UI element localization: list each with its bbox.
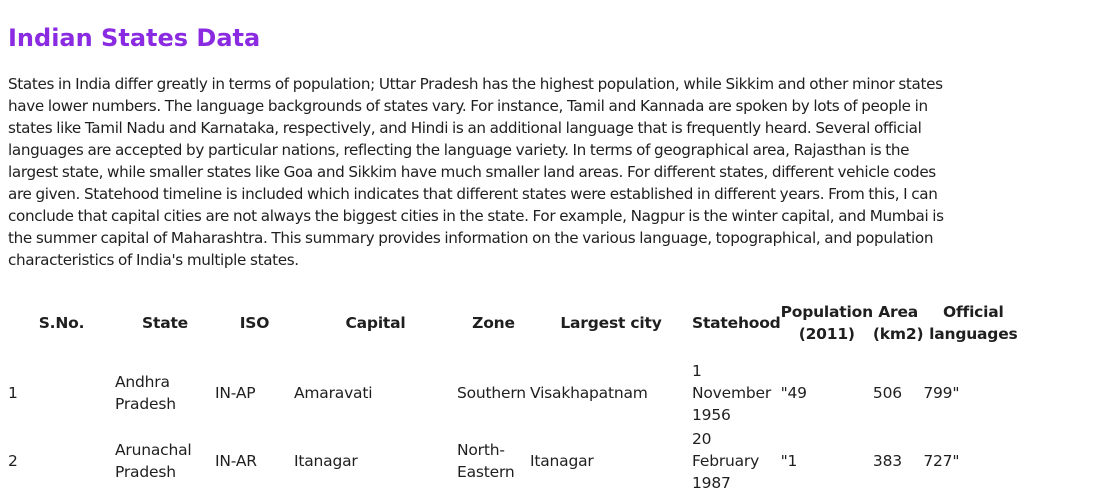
cell-sno: 1 — [8, 384, 18, 402]
cell-capital: Amaravati — [294, 384, 373, 402]
cell-official-languages: 727" — [923, 452, 960, 470]
table-header-row — [8, 300, 1023, 346]
cell-state: Arunachal Pradesh — [115, 441, 192, 481]
header-zone: Zone — [472, 314, 515, 332]
cell-capital: Itanagar — [294, 452, 358, 470]
cell-iso: IN-AR — [215, 452, 257, 470]
header-area: Area (km2) — [872, 303, 924, 343]
table-row — [8, 346, 1023, 428]
cell-state: Andhra Pradesh — [115, 373, 176, 413]
page-title: Indian States Data — [8, 24, 261, 52]
header-population: Population (2011) — [780, 303, 873, 343]
cell-statehood: 1 November 1956 — [692, 362, 772, 424]
cell-largest-city: Visakhapatnam — [530, 384, 648, 402]
cell-zone: North-Eastern — [457, 441, 515, 481]
cell-area: 383 — [872, 452, 902, 470]
header-state: State — [142, 314, 188, 332]
summary-paragraph: States in India differ greatly in terms of population; Uttar Pradesh has the highest population, while Sikkim and other minor states have lower numbers. The language backgrounds of states vary. For instance, Tamil and Kannada are spoken by lots of people in states like Tamil Nadu and Karnataka, respectively, and Hindi is an additional language that is frequently heard. Several official languages are accepted by particular nations, reflecting the language variety. In terms of geographical area, Rajasthan is the largest state, while smaller states like Goa and Sikkim have much smaller land areas. For different states, different vehicle codes are given. Statehood timeline is included which indicates that different states were established in different years. From this, I can conclude that capital cities are not always the biggest cities in the state. For example, Nagpur is the winter capital, and Mumbai is the summer capital of Maharashtra. This summary provides information on the various language, topographical, and population characteristics of India's multiple states. — [8, 75, 944, 269]
cell-zone: Southern — [457, 384, 526, 402]
cell-population: "49 — [780, 384, 807, 402]
states-table — [8, 300, 1023, 494]
header-largest-city: Largest city — [560, 314, 662, 332]
table-row — [8, 428, 1023, 494]
cell-population: "1 — [780, 452, 798, 470]
header-official-languages: Official languages — [929, 303, 1018, 343]
header-statehood: Statehood — [692, 314, 781, 332]
header-iso: ISO — [239, 314, 270, 332]
cell-iso: IN-AP — [215, 384, 256, 402]
cell-official-languages: 799" — [923, 384, 960, 402]
cell-statehood: 20 February 1987 — [692, 430, 760, 492]
cell-sno: 2 — [8, 452, 18, 470]
header-sno: S.No. — [38, 314, 85, 332]
cell-area: 506 — [872, 384, 902, 402]
header-capital: Capital — [345, 314, 406, 332]
cell-largest-city: Itanagar — [530, 452, 594, 470]
